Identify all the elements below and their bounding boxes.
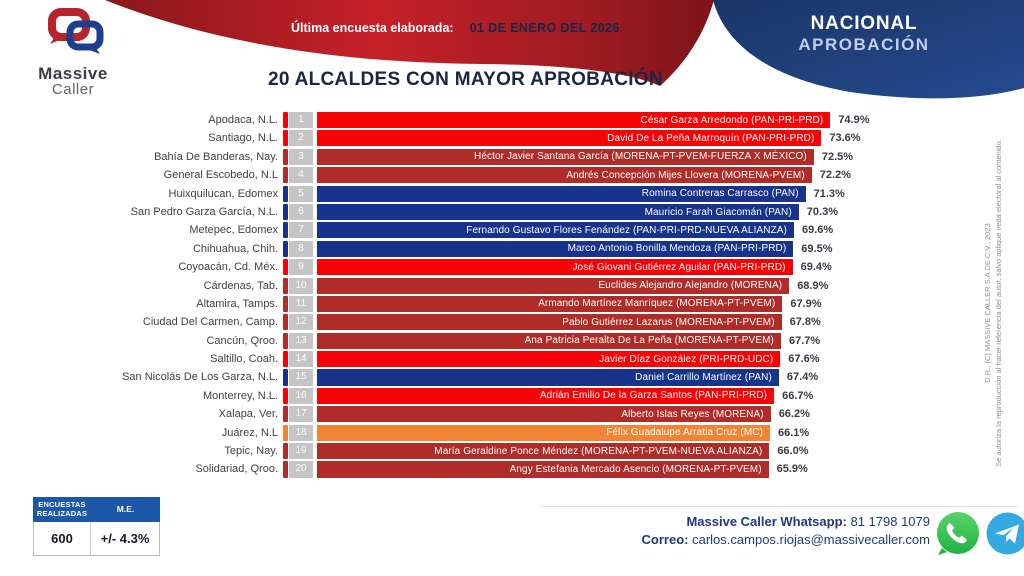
row-candidate: Marco Antonio Bonilla Mendoza (PAN-PRI-PRD) — [567, 243, 787, 255]
row-value: 66.0% — [777, 445, 809, 458]
row-candidate: Romina Contreras Carrasco (PAN) — [641, 188, 799, 200]
row-city-label: Bahía De Banderas, Nay. — [154, 150, 278, 163]
row-candidate: Fernando Gustavo Flores Fenández (PAN-PRI-PRD-NUEVA ALIANZA) — [466, 224, 787, 236]
row-value: 70.3% — [806, 205, 838, 218]
table-row — [0, 461, 1010, 477]
row-rank: 4 — [289, 167, 313, 183]
row-value: 69.5% — [801, 242, 833, 255]
stats-header-row — [33, 497, 160, 522]
contact-block — [540, 513, 930, 549]
row-bar — [317, 369, 779, 385]
stats-value-encuestas: 600 — [34, 522, 91, 555]
row-bar — [317, 241, 793, 257]
last-survey-date: 01 DE ENERO DEL 2026 — [469, 21, 620, 35]
row-city-label: Monterrey, N.L. — [203, 389, 278, 402]
email-label: Correo: — [641, 532, 689, 548]
row-bar — [317, 388, 774, 404]
row-city-label: Cancún, Qroo. — [206, 334, 278, 347]
row-candidate: Javier Díaz González (PRI-PRD-UDC) — [599, 353, 774, 365]
row-accent — [283, 204, 288, 220]
row-rank: 9 — [289, 259, 313, 275]
row-value: 73.6% — [829, 132, 861, 145]
row-bar — [317, 425, 770, 441]
row-value: 65.9% — [776, 463, 808, 476]
row-bar — [317, 443, 769, 459]
row-value: 67.7% — [788, 334, 821, 347]
table-row — [0, 351, 1010, 367]
table-row — [0, 241, 1010, 257]
row-accent — [283, 259, 288, 275]
row-value: 67.8% — [789, 316, 821, 329]
massive-caller-logo — [18, 8, 128, 99]
table-row — [0, 149, 1010, 165]
row-accent — [283, 406, 288, 422]
row-bar — [317, 259, 793, 275]
row-candidate: Ana Patricia Peralta De La Peña (MORENA-PT-PVEM) — [524, 335, 774, 347]
row-value: 69.6% — [801, 224, 834, 237]
row-accent — [283, 351, 288, 367]
row-bar — [317, 296, 782, 312]
table-row — [0, 333, 1010, 349]
header-banners — [0, 0, 1024, 130]
row-accent — [283, 461, 288, 477]
row-value: 67.6% — [788, 353, 820, 366]
row-rank: 13 — [289, 333, 313, 349]
row-bar — [317, 167, 812, 183]
row-candidate: Alberto Islas Reyes (MORENA) — [621, 408, 764, 420]
row-accent — [283, 296, 288, 312]
row-value: 67.9% — [790, 297, 822, 310]
row-city-label: Altamira, Tamps. — [196, 297, 278, 310]
row-value: 67.4% — [786, 371, 819, 384]
row-bar — [317, 351, 780, 367]
row-candidate: Adrián Emilio De la Garza Santos (PAN-PRI-PRD) — [539, 390, 768, 402]
table-row — [0, 369, 1010, 385]
row-city-label: Chihuahua, Chih. — [192, 242, 278, 255]
row-accent — [283, 241, 288, 257]
copyright-line2: Se autoriza la reproducción al hacer referencia del autor, salvo aplique veda electoral al contenido. — [994, 139, 1003, 467]
copyright-vertical-text — [982, 103, 1008, 503]
last-survey-banner — [291, 21, 620, 35]
table-row — [0, 296, 1010, 312]
social-icons — [934, 510, 1024, 557]
table-row — [0, 425, 1010, 441]
stats-value-me: +/- 4.3% — [100, 530, 150, 546]
row-rank: 2 — [289, 130, 313, 146]
row-bar — [317, 112, 830, 128]
row-candidate: José Giovani Gutiérrez Aguilar (PAN-PRI-PRD) — [572, 261, 786, 273]
table-row — [0, 167, 1010, 183]
table-row — [0, 222, 1010, 238]
row-bar — [317, 314, 782, 330]
row-city-label: Xalapa, Ver. — [218, 408, 278, 421]
row-candidate: Mauricio Farah Giacomán (PAN) — [644, 206, 792, 218]
row-city-label: Solidariad, Qroo. — [195, 463, 278, 476]
row-city-label: Tepic, Nay. — [224, 445, 278, 458]
row-candidate: Daniel Carrillo Martínez (PAN) — [635, 372, 772, 384]
whatsapp-number[interactable]: 81 1798 1079 — [850, 514, 930, 529]
row-value: 72.2% — [819, 169, 851, 182]
row-value: 74.9% — [838, 114, 870, 126]
row-candidate: Andrés Concepción Mijes Llovera (MORENA-PVEM) — [566, 169, 805, 181]
email-line — [540, 531, 930, 549]
row-candidate: Armando Martínez Manríquez (MORENA-PT-PVEM) — [538, 298, 776, 310]
row-accent — [283, 167, 288, 183]
row-rank: 8 — [289, 241, 313, 257]
row-value: 66.2% — [778, 408, 810, 421]
row-rank: 5 — [289, 186, 313, 202]
stats-values-row — [33, 522, 160, 556]
row-city-label: Saltillo, Coah. — [210, 353, 278, 366]
row-bar — [317, 130, 821, 146]
row-bar — [317, 222, 794, 238]
table-row — [0, 204, 1010, 220]
row-bar — [317, 186, 806, 202]
row-rank: 12 — [289, 314, 313, 330]
region-banner — [706, 13, 1022, 55]
table-row — [0, 130, 1010, 146]
table-row — [0, 112, 1010, 128]
whatsapp-icon[interactable] — [934, 510, 981, 557]
row-rank: 20 — [289, 461, 313, 477]
whatsapp-label: Massive Caller Whatsapp: — [686, 514, 847, 529]
table-row — [0, 186, 1010, 202]
logo-text-caller: Caller — [51, 81, 95, 98]
row-accent — [283, 443, 288, 459]
whatsapp-line — [540, 513, 930, 531]
row-city-label: Santiago, N.L. — [208, 132, 278, 145]
logo-text-massive: Massive — [38, 64, 108, 83]
row-city-label: Metepec, Edomex — [189, 224, 278, 237]
row-value: 68.9% — [797, 279, 829, 292]
row-bar — [317, 333, 781, 349]
footer-divider — [540, 506, 1018, 507]
row-candidate: César Garza Arredondo (PAN-PRI-PRD) — [640, 114, 824, 126]
region-name: NACIONAL — [810, 13, 918, 34]
chart-rows — [0, 112, 1010, 478]
row-rank: 19 — [289, 443, 313, 459]
row-rank: 6 — [289, 204, 313, 220]
row-city-label: Juárez, N.L — [221, 426, 278, 439]
row-value: 66.1% — [778, 426, 810, 439]
row-accent — [283, 425, 288, 441]
page-title: 20 ALCALDES CON MAYOR APROBACIÓN — [268, 69, 663, 90]
row-rank: 10 — [289, 278, 313, 294]
table-row — [0, 406, 1010, 422]
row-accent — [283, 149, 288, 165]
row-rank: 16 — [289, 388, 313, 404]
row-candidate: Héctor Javier Santana García (MORENA-PT-PVEM-FUERZA X MÉXICO) — [474, 151, 807, 163]
table-row — [0, 314, 1010, 330]
row-accent — [283, 369, 288, 385]
row-rank: 7 — [289, 222, 313, 238]
row-value: 69.4% — [800, 261, 832, 274]
sample-stats-box — [33, 497, 160, 556]
row-bar — [317, 278, 789, 294]
table-row — [0, 388, 1010, 404]
row-rank: 1 — [289, 112, 313, 128]
row-rank: 18 — [289, 425, 313, 441]
row-city-label: Coyoacán, Cd. Méx. — [178, 261, 278, 274]
row-city-label: General Escobedo, N.L — [163, 169, 278, 182]
region-metric: APROBACIÓN — [798, 35, 930, 55]
row-rank: 14 — [289, 351, 313, 367]
row-accent — [283, 314, 288, 330]
chat-bubbles-icon — [34, 8, 112, 60]
row-bar — [317, 461, 769, 477]
row-bar — [317, 204, 799, 220]
row-rank: 3 — [289, 149, 313, 165]
row-candidate: David De La Peña Marroquín (PAN-PRI-PRD) — [607, 132, 815, 144]
row-candidate: María Geraldine Ponce Méndez (MORENA-PT-PVEM-NUEVA ALIANZA) — [434, 445, 763, 457]
row-candidate: Pablo Gutiérrez Lazarus (MORENA-PT-PVEM) — [562, 316, 775, 328]
row-accent — [283, 112, 288, 128]
row-value: 72.5% — [821, 150, 854, 163]
row-city-label: Huixquilucan, Edomex — [168, 187, 278, 200]
row-bar — [317, 149, 814, 165]
row-candidate: Félix Guadalupe Arratia Cruz (MC) — [606, 427, 763, 439]
telegram-icon[interactable] — [986, 512, 1024, 555]
row-rank: 11 — [289, 296, 313, 312]
row-value: 66.7% — [782, 389, 814, 402]
row-accent — [283, 186, 288, 202]
row-accent — [283, 278, 288, 294]
email-address[interactable]: carlos.campos.riojas@massivecaller.com — [692, 532, 930, 548]
table-row — [0, 259, 1010, 275]
row-bar — [317, 406, 771, 422]
row-city-label: Ciudad Del Carmen, Camp. — [142, 316, 278, 329]
table-row — [0, 443, 1010, 459]
row-accent — [283, 222, 288, 238]
row-accent — [283, 333, 288, 349]
table-row — [0, 278, 1010, 294]
row-accent — [283, 388, 288, 404]
row-city-label: Cárdenas, Tab. — [203, 279, 278, 292]
row-city-label: Apodaca, N.L. — [208, 114, 278, 126]
row-city-label: San Pedro Garza García, N.L. — [130, 205, 278, 218]
row-candidate: Euclides Alejandro Alejandro (MORENA) — [598, 280, 783, 292]
row-rank: 15 — [289, 369, 313, 385]
row-accent — [283, 130, 288, 146]
stats-header-encuestas: ENCUESTAS REALIZADAS — [36, 500, 88, 519]
row-candidate: Angy Estefania Mercado Asencio (MORENA-PT-PVEM) — [509, 463, 762, 475]
row-rank: 17 — [289, 406, 313, 422]
row-value: 71.3% — [813, 187, 845, 200]
last-survey-label: Última encuesta elaborada: — [291, 21, 454, 35]
stats-header-me: M.E. — [116, 504, 135, 515]
copyright-line1: D.R., (C) MASSIVE CALLER S.A DE C.V., 2023 — [983, 223, 992, 383]
row-city-label: San Nicolás De Los Garza, N.L. — [122, 371, 278, 384]
